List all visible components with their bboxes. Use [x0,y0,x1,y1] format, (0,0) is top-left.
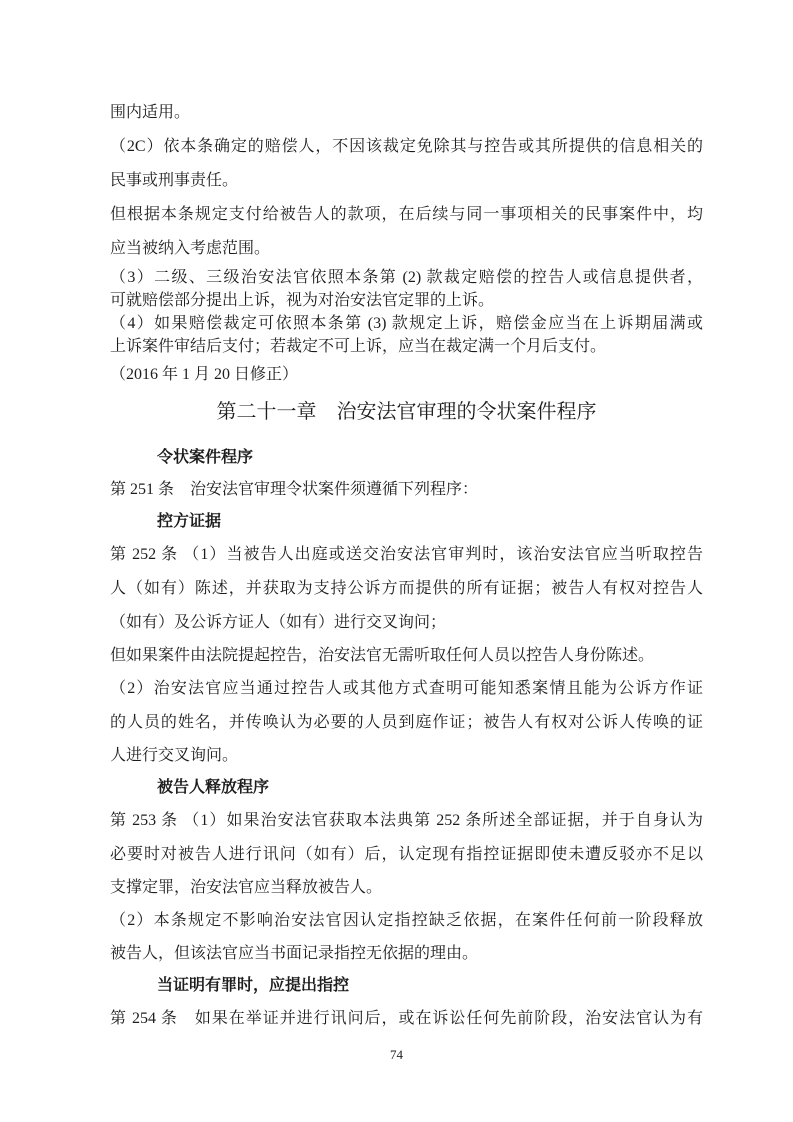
text-line: （如有）及公诉方证人（如有）进行交叉询问； [110,614,447,631]
text-line: 但根据本条规定支付给被告人的款项，在后续与同一事项相关的民事案件中，均 [110,206,703,223]
section-heading-charge-when-guilt-proved: 当证明有罪时，应提出指控 [157,977,350,994]
text-line: 但如果案件由法院提起控告，治安法官无需听取任何人员以控告人身份陈述。 [110,647,655,664]
section-heading-prosecution-evidence: 控方证据 [157,513,222,530]
text-line: 人进行交叉询问。 [110,747,239,764]
text-line: 民事或刑事责任。 [110,172,239,189]
paragraph-range-continuation [110,96,703,130]
text-line: （2）本条规定不影响治安法官因认定指控缺乏依据，在案件任何前一阶段释放 [110,912,703,929]
text-line: 上诉案件审结后支付；若裁定不可上诉，应当在裁定满一个月后支付。 [110,338,607,355]
text-line: （2C）依本条确定的赔偿人，不因该裁定免除其与控告或其所提供的信息相关的 [110,138,703,155]
section-heading-writ-case-procedure: 令状案件程序 [157,449,254,466]
paragraph-article-253-2 [110,904,703,970]
text-line: 人（如有）陈述，并获取为支持公诉方而提供的所有证据；被告人有权对控告人 [110,580,703,597]
paragraph-clause-2c [110,130,703,198]
text-line: 被告人，但该法官应当书面记录指控无依据的理由。 [110,945,479,962]
paragraph-article-252-1 [110,538,703,640]
section-heading-accused-release-procedure: 被告人释放程序 [157,779,270,796]
text-line: 可就赔偿部分提出上诉，视为对治安法官定罪的上诉。 [110,292,495,309]
paragraph-article-254 [110,1002,703,1036]
chapter-title: 第二十一章 治安法官审理的令状案件程序 [216,401,597,423]
paragraph-clause-4 [110,312,703,358]
text-line: （3）二级、三级治安法官依照本条第 (2) 款裁定赔偿的控告人或信息提供者， [110,269,703,286]
text-line: 支撑定罪，治安法官应当释放被告人。 [110,879,383,896]
text-line: （2）治安法官应当通过控告人或其他方式查明可能知悉案情且能为公诉方作证 [110,680,703,697]
paragraph-article-252-2 [110,672,703,772]
paragraph-amendment-date [110,358,703,392]
text-line: 必要时对被告人进行讯问（如有）后，认定现有指控证据即使未遭反驳亦不足以 [110,846,703,863]
text-line: （4）如果赔偿裁定可依照本条第 (3) 款规定上诉，赔偿金应当在上诉期届满或 [110,315,703,332]
text-line: 第 252 条 （1）当被告人出庭或送交治安法官审判时，该治安法官应当听取控告 [110,546,703,563]
paragraph-clause-3 [110,266,703,312]
text-line: （2016 年 1 月 20 日修正） [110,366,299,383]
paragraph-article-253-1 [110,804,703,904]
text-line: 的人员的姓名，并传唤认为必要的人员到庭作证；被告人有权对公诉人传唤的证 [110,714,703,731]
text-line: 第 251 条 治安法官审理令状案件须遵循下列程序： [110,481,479,498]
paragraph-payment-proviso [110,198,703,266]
paragraph-article-252-proviso [110,640,703,672]
page-number: 74 [390,1047,403,1062]
paragraph-article-251 [110,474,703,506]
text-line: 第 253 条 （1）如果治安法官获取本法典第 252 条所述全部证据，并于自身认为 [110,812,703,829]
text-line: 围内适用。 [110,104,191,121]
text-line: 应当被纳入考虑范围。 [110,240,271,257]
text-line: 第 254 条 如果在举证并进行讯问后，或在诉讼任何先前阶段，治安法官认为有 [110,1010,703,1027]
